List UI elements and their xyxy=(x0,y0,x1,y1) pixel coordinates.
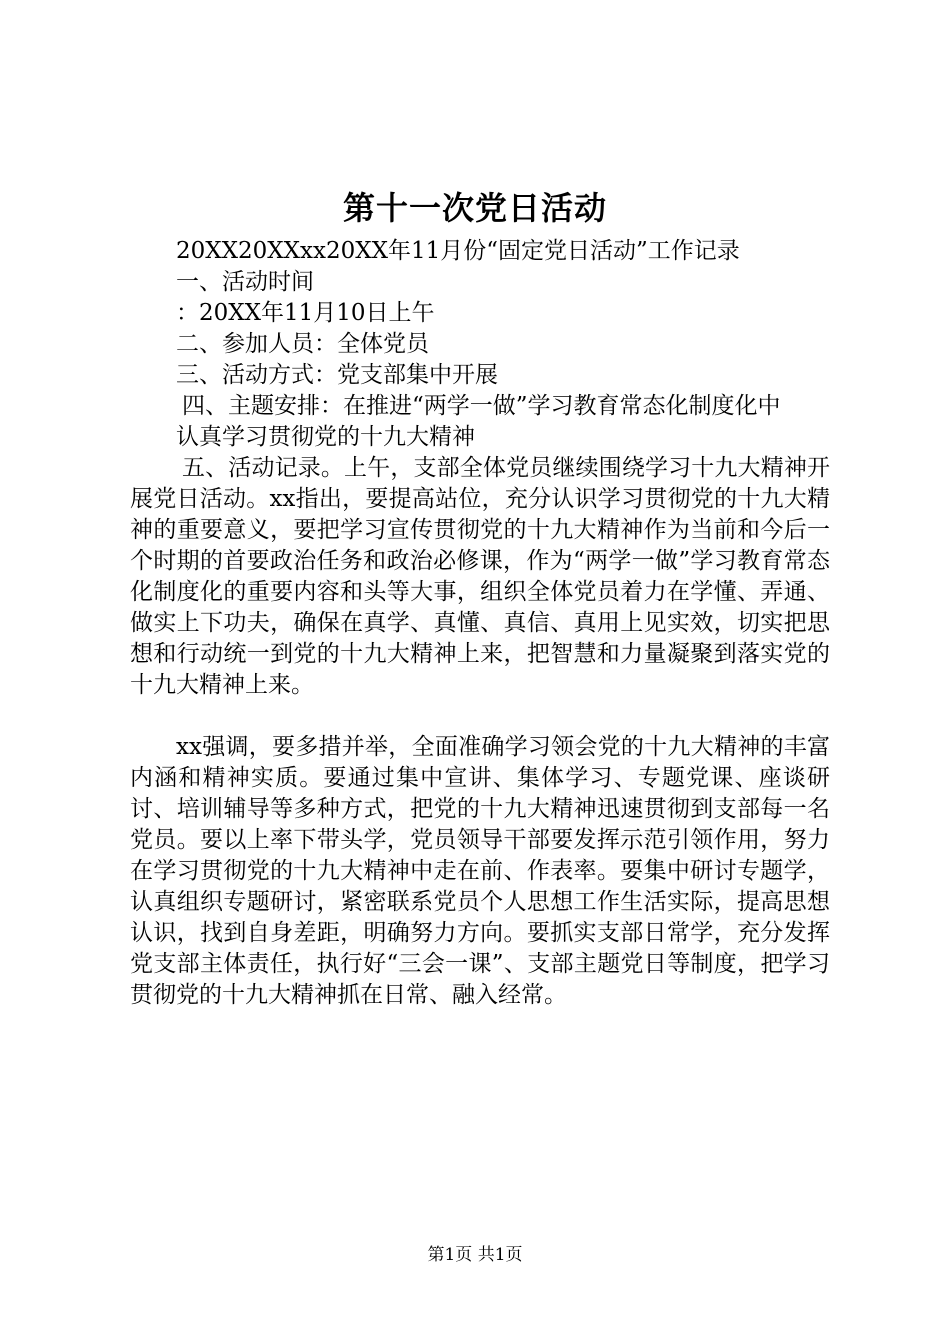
section-activity-record: 五、活动记录。上午，支部全体党员继续围绕学习十九大精神开展党日活动。xx指出，要提高站位，充分认识学习贯彻党的十九大精神的重要意义，要把学习宣传贯彻党的十九大精神作为当前和今后一个时期的首要政治任务和政治必修课，作为“两学一做”学习教育常态化制度化的重要内容和头等大事，组织全体党员着力在学懂、弄通、做实上下功夫，确保在真学、真懂、真信、真用上见实效，切实把思想和行动统一到党的十九大精神上来，把智慧和力量凝聚到落实党的十九大精神上来。 xyxy=(130,455,830,698)
theme-detail: 认真学习贯彻党的十九大精神 xyxy=(176,424,475,450)
section-activity-time: 一、活动时间 xyxy=(176,269,314,295)
section-activity-method: 三、活动方式：党支部集中开展 xyxy=(176,362,498,388)
document-body xyxy=(130,236,830,1011)
document-title: 第十一次党日活动 xyxy=(342,189,607,227)
record-heading: 20XX20XXxx20XX年11月份“固定党日活动”工作记录 xyxy=(176,238,740,264)
paragraph-emphasis: xx强调，要多措并举，全面准确学习领会党的十九大精神的丰富内涵和精神实质。要通过集中宣讲、集体学习、专题党课、座谈研讨、培训辅导等多种方式，把党的十九大精神迅速贯彻到支部每一名党员。要以上率下带头学，党员领导干部要发挥示范引领作用，努力在学习贯彻党的十九大精神中走在前、作表率。要集中研讨专题学，认真组织专题研讨，紧密联系党员个人思想工作生活实际，提高思想认识，找到自身差距，明确努力方向。要抓实支部日常学，充分发挥党支部主体责任，执行好“三会一课”、支部主题党日等制度，把学习贯彻党的十九大精神抓在日常、融入经常。 xyxy=(130,734,830,1008)
section-participants: 二、参加人员：全体党员 xyxy=(176,331,429,357)
activity-time-value: ：20XX年11月10日上午 xyxy=(176,300,435,326)
page-footer: 第1页 共1页 xyxy=(427,1245,523,1265)
section-theme: 四、主题安排：在推进“两学一做”学习教育常态化制度化中 xyxy=(182,393,781,419)
